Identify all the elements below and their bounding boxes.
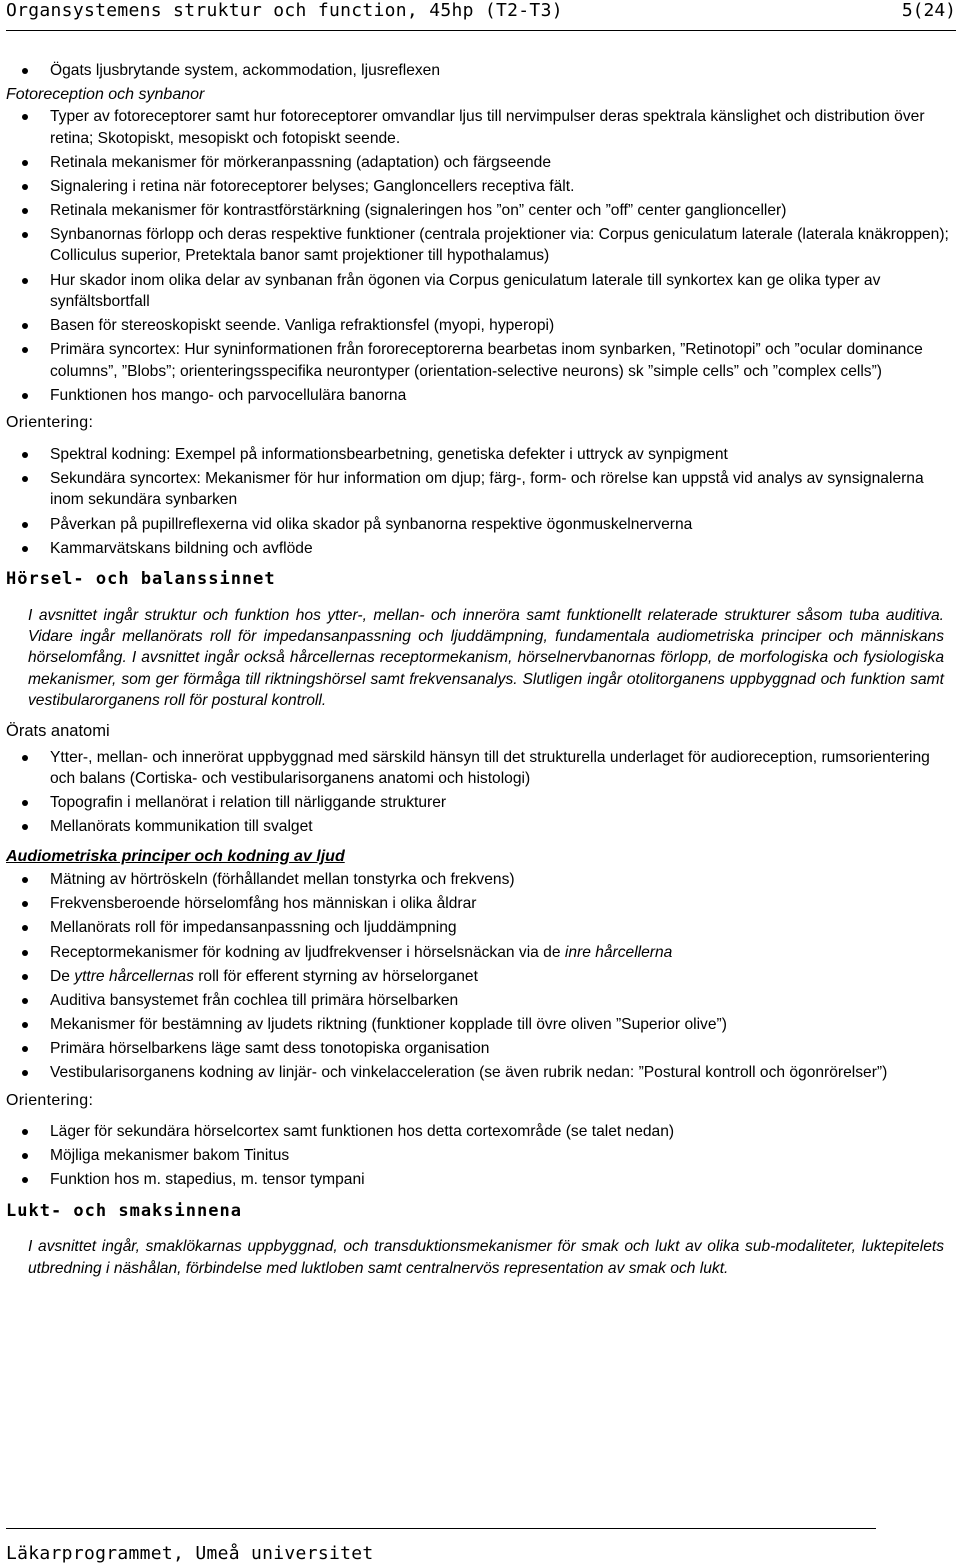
- section-intro: I avsnittet ingår, smaklökarnas uppbyggnad, och transduktionsmekanismer för smak och lukt av olika sub-modaliteter, luktepitelets utbredning i näshålan, förbindelse med luktloben samt centralnervös representation av smak och lukt.: [28, 1238, 944, 1277]
- subheading-orats-anatomi: Örats anatomi: [6, 722, 110, 741]
- list-item: Läger för sekundära hörselcortex samt funktionen hos detta cortexområde (se talet nedan): [6, 1121, 956, 1143]
- page-footer: [6, 1528, 876, 1564]
- list-item: Mätning av hörtröskeln (förhållandet mellan tonstyrka och frekvens): [6, 869, 956, 891]
- list-item: Kammarvätskans bildning och avflöde: [6, 538, 956, 560]
- list-item: Ögats ljusbrytande system, ackommodation, ljusreflexen: [6, 60, 956, 82]
- list-item: Sekundära syncortex: Mekanismer för hur information om djup; färg-, form- och rörelse kan uppstå vid analys av synsignalerna inom sekundära synbarken: [6, 468, 956, 511]
- list-item: Spektral kodning: Exempel på informationsbearbetning, genetiska defekter i uttryck av synpigment: [6, 444, 956, 466]
- list-item-text: De: [50, 967, 75, 985]
- subheading-fotoreception: Fotoreception och synbanor: [6, 86, 205, 104]
- list-item: Hur skador inom olika delar av synbanan från ögonen via Corpus geniculatum laterale till synkortex kan ge olika typer av synfältsbortfall: [6, 270, 956, 313]
- list-item: Vestibularisorganens kodning av linjär- och vinkelacceleration (se även rubrik nedan: ”Postural kontroll och ögonrörelser”): [6, 1062, 956, 1084]
- list-item: Retinala mekanismer för mörkeranpassning (adaptation) och färgseende: [6, 152, 956, 174]
- list-item: [6, 942, 956, 964]
- list-item: Primära syncortex: Hur syninformationen från fororeceptorerna bearbetas inom synbarken, ”Retinotopi” och ”ocular dominance columns”, ”Blobs”; orienteringsspecifika neurontyper (orientation-selective neurons) sk ”simple cells” och ”complex cells”): [6, 339, 956, 382]
- section-intro: I avsnittet ingår struktur och funktion hos ytter-, mellan- och inneröra samt funktionellt relaterade strukturer såsom tuba auditiva. Vidare ingår mellanörats roll för impedansanpassning och ljuddämpning, fundamentala audiometriska principer och människans hörselomfång. I avsnittet ingår också hårcellernas receptormekanism, hörselnervbanornas förlopp, de morfologiska och fysiologiska mekanismer, som ger förmåga till riktningshörsel samt frekvensanalys. Slutligen ingår otolitorganens uppbyggnad och funktion samt vestibularorganens roll för postural kontroll.: [28, 606, 944, 709]
- bullet-list: [6, 60, 956, 82]
- list-item: Basen för stereoskopiskt seende. Vanliga refraktionsfel (myopi, hyperopi): [6, 315, 956, 337]
- list-item-text: Receptormekanismer för kodning av ljudfrekvenser i hörselsnäckan via de: [50, 943, 565, 961]
- list-item: Mellanörats kommunikation till svalget: [6, 816, 956, 838]
- orientering-heading: Orientering:: [6, 1091, 94, 1109]
- list-item: Mekanismer för bestämning av ljudets riktning (funktioner kopplade till övre oliven ”Superior olive”): [6, 1014, 956, 1036]
- list-item: Funktion hos m. stapedius, m. tensor tympani: [6, 1169, 956, 1191]
- list-item: Frekvensberoende hörselomfång hos människan i olika åldrar: [6, 893, 956, 915]
- page-content: [6, 60, 956, 1289]
- list-item: Möjliga mekanismer bakom Tinitus: [6, 1145, 956, 1167]
- bullet-list: [6, 106, 956, 406]
- orientering-heading: Orientering:: [6, 414, 94, 432]
- document-title: Organsystemens struktur och function, 45hp (T2-T3): [6, 0, 563, 21]
- list-item-text: roll för efferent styrning av hörselorganet: [193, 967, 478, 985]
- list-item: Auditiva bansystemet från cochlea till primära hörselbarken: [6, 990, 956, 1012]
- list-item: Topografin i mellanörat i relation till närliggande strukturer: [6, 792, 956, 814]
- list-item: Typer av fotoreceptorer samt hur fotoreceptorer omvandlar ljus till nervimpulser deras spektrala känslighet och distribution över retina; Skotopiskt, mesopiskt och fotopiskt seende.: [6, 106, 956, 149]
- footer-text: Läkarprogrammet, Umeå universitet: [6, 1543, 374, 1564]
- list-item: Signalering i retina när fotoreceptorer belyses; Gangloncellers receptiva fält.: [6, 176, 956, 198]
- bullet-list: [6, 444, 956, 559]
- section-heading-horsel: Hörsel- och balanssinnet: [6, 569, 276, 590]
- page-number: 5(24): [901, 0, 956, 21]
- list-item: Primära hörselbarkens läge samt dess tonotopiska organisation: [6, 1038, 956, 1060]
- emphasis-text: inre hårcellerna: [564, 943, 673, 961]
- bullet-list: [6, 747, 956, 838]
- list-item: Synbanornas förlopp och deras respektive funktioner (centrala projektioner via: Corpus geniculatum laterale (laterala knäkroppen); Colliculus superior, Pretektala banor samt projektioner till hypothalamus): [6, 224, 956, 267]
- bullet-list: [6, 869, 956, 1083]
- list-item: Mellanörats roll för impedansanpassning och ljuddämpning: [6, 917, 956, 939]
- list-item: [6, 966, 956, 988]
- emphasis-text: yttre hårcellernas: [74, 967, 194, 985]
- section-heading-lukt: Lukt- och smaksinnena: [6, 1200, 242, 1221]
- list-item: Retinala mekanismer för kontrastförstärkning (signaleringen hos ”on” center och ”off” center ganglionceller): [6, 200, 956, 222]
- list-item: Ytter-, mellan- och innerörat uppbyggnad med särskild hänsyn till det strukturella underlaget för audioreception, rumsorientering och balans (Cortiska- och vestibularisorganens anatomi och histologi): [6, 747, 956, 790]
- bullet-list: [6, 1121, 956, 1191]
- list-item: Funktionen hos mango- och parvocellulära banorna: [6, 385, 956, 407]
- subheading-audiometriska: Audiometriska principer och kodning av ljud: [6, 847, 345, 865]
- list-item: Påverkan på pupillreflexerna vid olika skador på synbanorna respektive ögonmuskelnerverna: [6, 514, 956, 536]
- page-header: [6, 0, 956, 31]
